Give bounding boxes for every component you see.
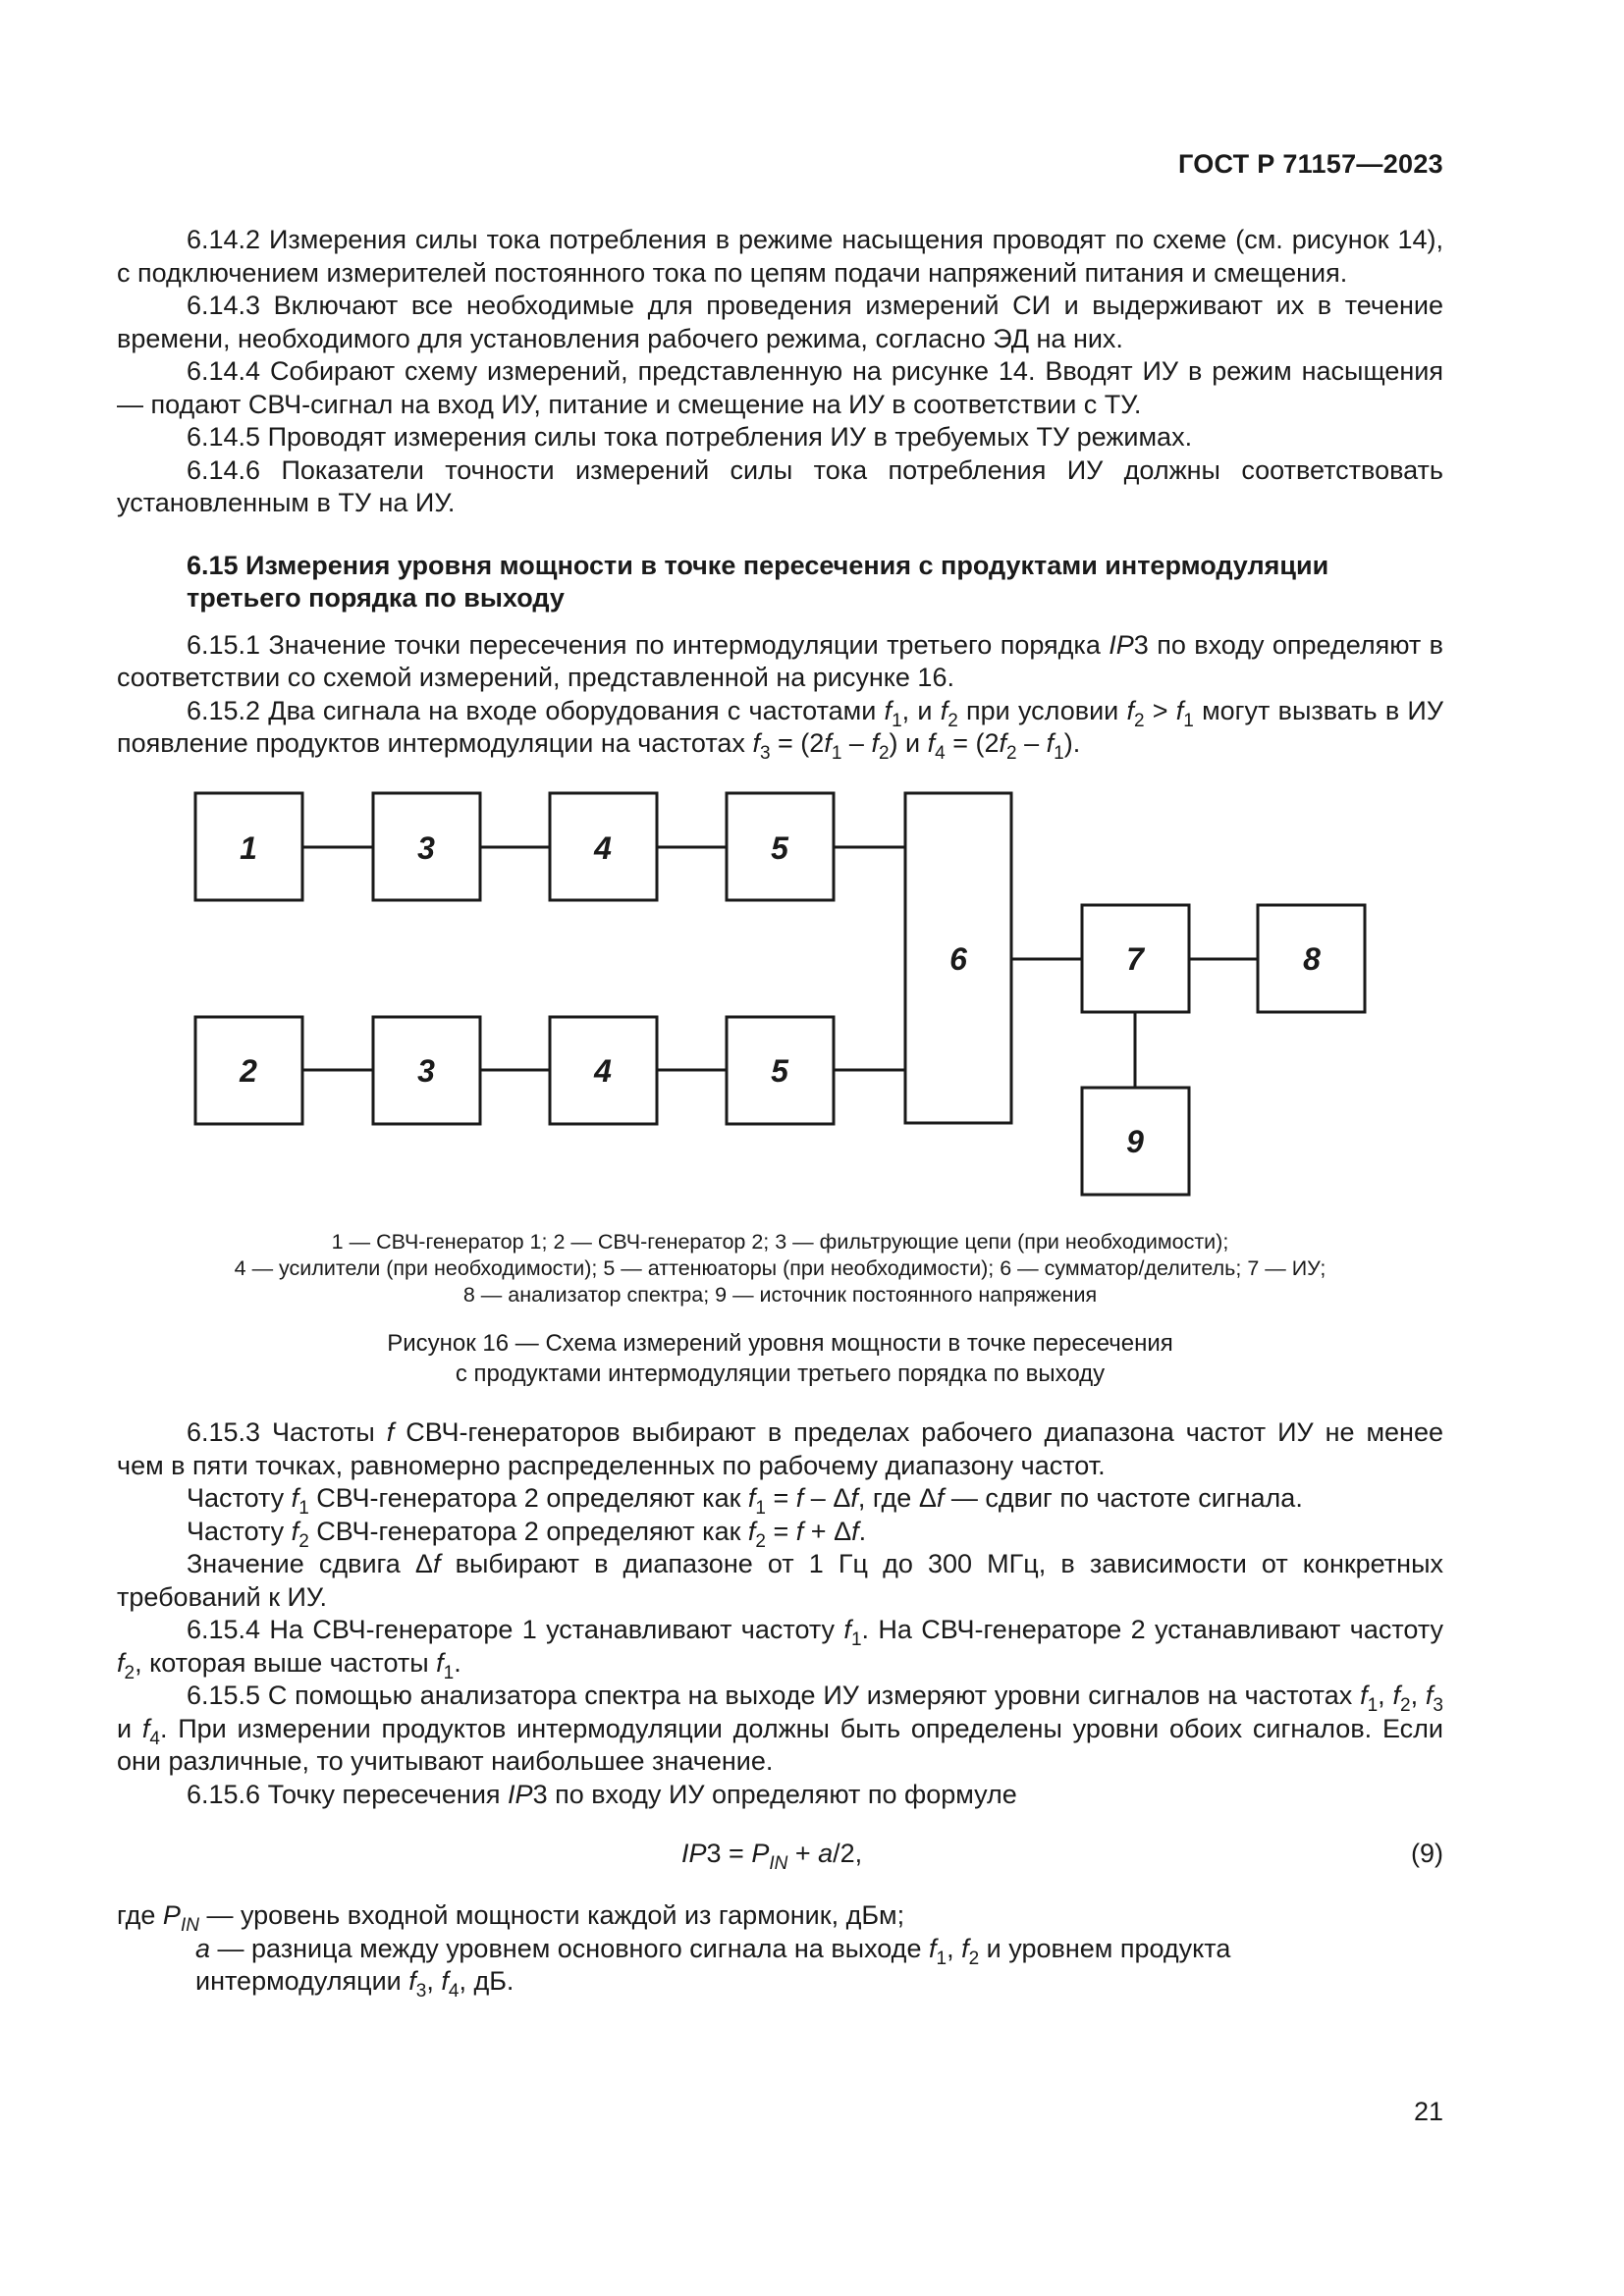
paragraph-f1-definition: Частоту $f_1$ СВЧ-генератора 2 определяют как $f_1 = f - \Delta f$, где Δf — сдвиг по частоте сигнала. bbox=[187, 1483, 1303, 1519]
paragraph-6-15-3: 6.15.3 Частоты f СВЧ-генераторов выбирают в пределах рабочего диапазона частот ИУ не менее чем в пяти точках, равномерно распределенных по рабочему диапазону частот. bbox=[117, 1417, 1443, 1480]
paragraph-6-14-4: 6.14.4 Собирают схему измерений, представленную на рисунке 14. Вводят ИУ в режим насыщения — подают СВЧ-сигнал на вход ИУ, питание и смещение на ИУ в соответствии с ТУ. bbox=[117, 356, 1443, 419]
caption-line-2: с продуктами интермодуляции третьего порядка по выходу bbox=[455, 1361, 1106, 1387]
formula-explanation bbox=[117, 1899, 1443, 2002]
heading-line-2: третьего порядка по выходу bbox=[187, 583, 565, 613]
block-label-8: 8 bbox=[1303, 941, 1321, 977]
block-label-4-bottom: 4 bbox=[594, 1053, 612, 1089]
legend-line-2: 4 — усилители (при необходимости); 5 — аттенюаторы (при необходимости); 6 — сумматор/делитель; 7 — ИУ; bbox=[234, 1256, 1326, 1280]
page-number: 21 bbox=[1413, 2097, 1443, 2126]
block-label-3-top: 3 bbox=[417, 830, 435, 866]
figure-caption bbox=[117, 1328, 1443, 1389]
block-label-5-bottom: 5 bbox=[771, 1053, 788, 1089]
paragraph-6-14-6: 6.14.6 Показатели точности измерений силы тока потребления ИУ должны соответствовать установленным в ТУ на ИУ. bbox=[117, 454, 1443, 517]
paragraph-shift-value: Значение сдвига Δf выбирают в диапазоне от 1 Гц до 300 МГц, в зависимости от конкретных требований к ИУ. bbox=[117, 1549, 1443, 1612]
formula-expression: $IP3 = P_{IN} + a/2$, bbox=[681, 1839, 863, 1874]
formula-number: (9) bbox=[1411, 1839, 1443, 1868]
paragraph-6-15-1: 6.15.1 Значение точки пересечения по интермодуляции третьего порядка IP3 по входу определяют в соответствии со схемой измерений, представленной на рисунке 16. bbox=[117, 629, 1443, 692]
figure-legend bbox=[117, 1229, 1443, 1308]
block-label-3-bottom: 3 bbox=[417, 1053, 435, 1089]
paragraph-6-15-4: 6.15.4 На СВЧ-генераторе 1 устанавливают частоту $f_1$. На СВЧ-генераторе 2 устанавливают частоту $f_2$, которая выше частоты $f_1$. bbox=[117, 1615, 1443, 1683]
standard-designation: ГОСТ Р 71157—2023 bbox=[1177, 149, 1443, 179]
section-6-15-continued bbox=[117, 1416, 1443, 1811]
block-label-5-top: 5 bbox=[771, 830, 788, 866]
paragraph-6-14-5: 6.14.5 Проводят измерения силы тока потребления ИУ в требуемых ТУ режимах. bbox=[187, 422, 1193, 452]
block-label-7: 7 bbox=[1126, 941, 1144, 977]
where-a: a — разница между уровнем основного сигнала на выходе $f_1$, $f_2$ и уровнем продукта интермодуляции $f_3$, $f_4$, дБ. bbox=[195, 1933, 1231, 2002]
block-label-2: 2 bbox=[240, 1053, 257, 1089]
caption-line-1: Рисунок 16 — Схема измерений уровня мощности в точке пересечения bbox=[387, 1330, 1173, 1357]
legend-line-1: 1 — СВЧ-генератор 1; 2 — СВЧ-генератор 2; 3 — фильтрующие цепи (при необходимости); bbox=[331, 1230, 1229, 1254]
legend-line-3: 8 — анализатор спектра; 9 — источник постоянного напряжения bbox=[462, 1283, 1098, 1307]
paragraph-6-15-5: 6.15.5 С помощью анализатора спектра на выходе ИУ измеряют уровни сигналов на частотах $f_1$, $f_2$, $f_3$ и $f_4$. При измерении продуктов интермодуляции должны быть определены уровни обоих сигналов. Если они различные, то учитывают наибольшее значение. bbox=[117, 1681, 1443, 1776]
paragraph-6-14-3: 6.14.3 Включают все необходимые для проведения измерений СИ и выдерживают их в течение времени, необходимого для установления рабочего режима, согласно ЭД на них. bbox=[117, 291, 1443, 353]
block-label-6: 6 bbox=[949, 941, 967, 977]
paragraph-6-15-2: 6.15.2 Два сигнала на входе оборудования с частотами $f_1$, и $f_2$ при условии $f_2 > f_1$ могут вызвать в ИУ появление продуктов интермодуляции на частотах $f_3 = (2f_1 - f_2)$ и $f_4 = (2f_2 - f_1)$. bbox=[117, 695, 1443, 764]
paragraph-6-15-6: 6.15.6 Точку пересечения IP3 по входу ИУ определяют по формуле bbox=[187, 1779, 1017, 1809]
paragraph-6-14-2: 6.14.2 Измерения силы тока потребления в режиме насыщения проводят по схеме (см. рисунок 14), с подключением измерителей постоянного тока по цепям подачи напряжений питания и смещения. bbox=[117, 225, 1443, 288]
block-label-1: 1 bbox=[240, 830, 257, 866]
paragraph-f2-definition: Частоту $f_2$ СВЧ-генератора 2 определяют как $f_2 = f + \Delta f$. bbox=[187, 1516, 867, 1552]
block-label-9: 9 bbox=[1126, 1124, 1144, 1159]
block-label-4-top: 4 bbox=[594, 830, 612, 866]
where-pin: где $P_{IN}$ — уровень входной мощности каждой из гармоник, дБм; bbox=[117, 1900, 905, 1936]
heading-line-1: 6.15 Измерения уровня мощности в точке пересечения с продуктами интермодуляции bbox=[187, 550, 1329, 580]
